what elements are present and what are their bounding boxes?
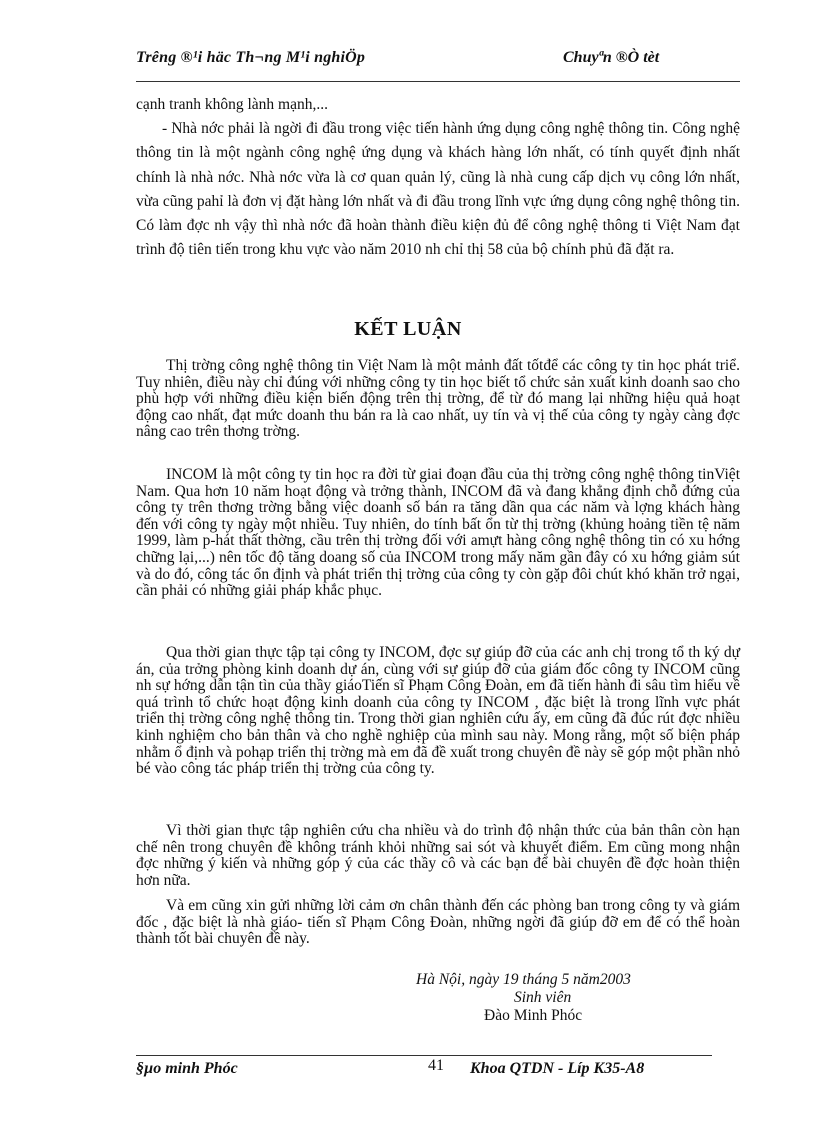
signature-name: Đào Minh Phóc xyxy=(484,1007,583,1024)
header-rule xyxy=(136,81,740,82)
paragraph-4: Vì thời gian thực tập nghiên cứu cha nhiều và do trình độ nhận thức của bản thân còn hạn chế nên trong chuyên đề không tránh khỏi những sai sót và khuyết điểm. Em cũng mong nhận đợc những ý kiến và những góp ý của các thầy cô và các bạn để bài chuyên đề đợc hoàn thiện hơn nữa. xyxy=(136,822,740,889)
intro-line: cạnh tranh không lành mạnh,... xyxy=(136,96,328,113)
header-school: Trêng ®¹i häc Th¬ng M¹i nghiÖp xyxy=(136,49,366,66)
footer-rule xyxy=(136,1055,712,1056)
header-topic: Chuyªn ®Ò tèt xyxy=(563,49,660,66)
paragraph-5: Và em cũng xin gửi những lời cảm ơn chân thành đến các phòng ban trong công ty và giám đốc , đặc biệt là nhà giáo- tiến sĩ Phạm Công Đoàn, những ngời đã giúp đỡ em để có thể hoàn thành tốt bài chuyên đề này. xyxy=(136,897,740,948)
signature-date: Hà Nội, ngày 19 tháng 5 năm2003 xyxy=(416,971,631,988)
paragraph-1: Thị trờng công nghệ thông tin Việt Nam là một mảnh đất tốtđể các công ty tin học phát triể. Tuy nhiên, điều này chỉ đúng với những công ty tin học biết tổ chức sản xuất kinh doanh sao cho phù hợp với những điều kiện biến động trên thị trờng, để từ đó mang lại những hiệu quả hoạt động cao nhất, đạt mức doanh thu bán ra là cao nhất, uy tín và vị thế của công ty ngày càng đợc nâng cao trên thơng trờng. xyxy=(136,357,740,441)
footer-author: §µo minh Phóc xyxy=(136,1060,238,1077)
footer-class: Khoa QTDN - Líp K35-A8 xyxy=(470,1060,645,1077)
intro-paragraph: - Nhà nớc phải là ngời đi đầu trong việc tiến hành ứng dụng công nghệ thông tin. Công nghệ thông tin là một ngành công nghệ ứng dụng và khách hàng lớn nhất, có tính quyết định nhất chính là nhà nớc. Nhà nớc vừa là cơ quan quản lý, cũng là nhà cung cấp dịch vụ công lớn nhất, vừa cũng pahỉ là đơn vị đặt hàng lớn nhất và đi đầu trong lĩnh vực ứng dụng công nghệ thông tin. Có làm đợc nh vậy thì nhà nớc đã hoàn thành điều kiện đủ để công nghệ thông ti Việt Nam đạt trình độ tiên tiến trong khu vực vào năm 2010 nh chỉ thị 58 của bộ chính phủ đã đặt ra. xyxy=(136,120,740,259)
page-number: 41 xyxy=(428,1057,444,1074)
paragraph-2: INCOM là một công ty tin học ra đời từ giai đoạn đầu của thị trờng công nghệ thông tinViệt Nam. Qua hơn 10 năm hoạt động và trởng thành, INCOM đã và đang khẳng định chỗ đứng của công ty trên thơng trờng bằng việc doanh số bán ra tăng dần qua các năm và lợng khách hàng đến với công ty ngày một nhiều. Tuy nhiên, do tính bất ổn từ thị trờng (khủng hoảng tiền tệ năm 1999, làm p-hát thất thờng, cầu trên thị trờng đối với amựt hàng công nghệ thông tin có xu hớng chững lại,...) nên tốc độ tăng doang số của INCOM trong mấy năm gần đây có xu hớng giảm sút và do đó, công tác ổn định và phát triển thị trờng của công ty còn gặp đôi chút khó khăn trở ngại, cần phải có những giải pháp khắc phục. xyxy=(136,466,740,600)
section-title: KẾT LUẬN xyxy=(354,318,462,340)
paragraph-3: Qua thời gian thực tập tại công ty INCOM, đợc sự giúp đỡ của các anh chị trong tổ th ký dự án, của trởng phòng kinh doanh dự án, cùng với sự giúp đỡ của giám đốc công ty INCOM cũng nh sự hớng dẫn tận tìn của thầy giáoTiến sĩ Phạm Công Đoàn, em đã tiến hành đi sâu tìm hiểu về quá trình tổ chức hoạt động kinh doanh của công ty INCOM , đặc biệt là trong lĩnh vực phát triển thị trờng công nghệ thông tin. Trong thời gian nghiên cứu ấy, em cũng đã đúc rút đợc nhiều kinh nghiệm cho bản thân và cho nghề nghiệp của mình sau này. Mong rằng, một số biện pháp nhằm ổ định và pohạp triển thị trờng mà em đã đề xuất trong chuyên đề này sẽ góp một phần nhỏ bé vào công tác pháp triển thị trờng của công ty. xyxy=(136,644,740,778)
signature-role: Sinh viên xyxy=(514,989,572,1006)
